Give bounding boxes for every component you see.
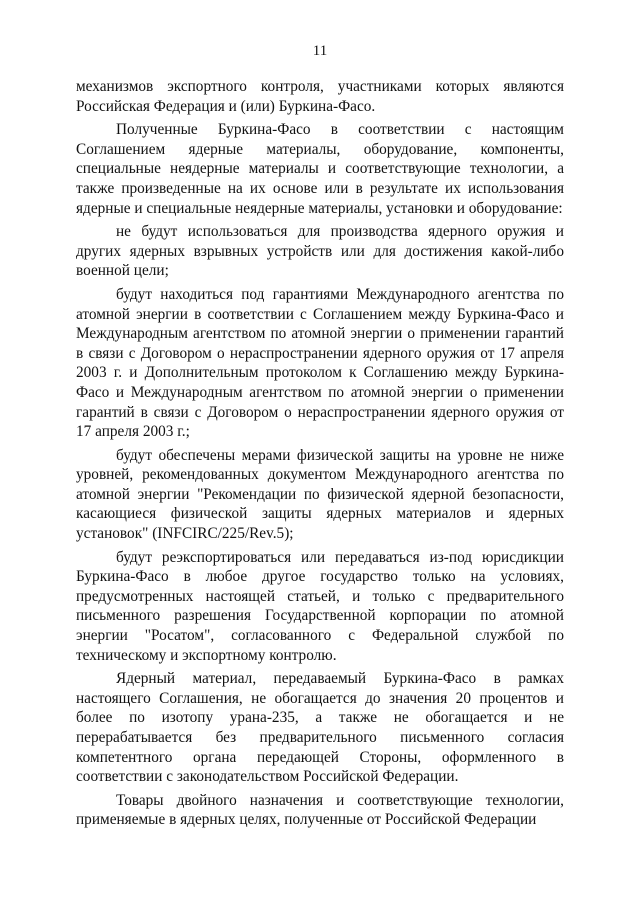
paragraph-continuation: механизмов экспортного контроля, участниками которых являются Российская Федерация и (или) Буркина-Фасо. xyxy=(76,78,564,115)
paragraph-iaea-safeguards: будут находиться под гарантиями Международного агентства по атомной энергии в соответствии с Соглашением между Буркина-Фасо и Международным агентством по атомной энергии о применении гарантий в связи с Договором о нераспространении ядерного оружия от 17 апреля 2003 г. и Дополнительным протоколом к Соглашению между Буркина-Фасо и Международным агентством по атомной энергии о применении гарантий в связи с Договором о нераспространении ядерного оружия от 17 апреля 2003 г.; xyxy=(76,285,564,441)
document-body xyxy=(76,77,564,834)
paragraph-dual-use-goods: Товары двойного назначения и соответствующие технологии, применяемые в ядерных целях, полученные от Российской Федерации xyxy=(76,791,564,829)
paragraph-physical-protection: будут обеспечены мерами физической защиты на уровне не ниже уровней, рекомендованных документом Международного агентства по атомной энергии "Рекомендации по физической ядерной безопасности, касающиеся физической защиты ядерных материалов и ядерных установок" (INFCIRC/225/Rev.5); xyxy=(76,446,564,543)
page-number: 11 xyxy=(312,43,328,59)
paragraph-enrichment-limit: Ядерный материал, передаваемый Буркина-Фасо в рамках настоящего Соглашения, не обогащается до значения 20 процентов и более по изотопу урана-235, а также не обогащается и не перерабатывается без предварительного письменного согласия компетентного органа передающей Стороны, оформленного в соответствии с законодательством Российской Федерации. xyxy=(76,670,564,786)
paragraph-reexport: будут реэкспортироваться или передаваться из-под юрисдикции Буркина-Фасо в любое другое государство только на условиях, предусмотренных настоящей статьей, и только с предварительного письменного разрешения Государственной корпорации по атомной энергии "Росатом", согласованного с Федеральной службой по техническому и экспортному контролю. xyxy=(76,548,564,664)
paragraph-received-materials: Полученные Буркина-Фасо в соответствии с настоящим Соглашением ядерные материалы, оборудование, компоненты, специальные неядерные материалы и соответствующие технологии, а также произведенные на их основе или в результате их использования ядерные и специальные неядерные материалы, установки и оборудование: xyxy=(76,121,564,217)
paragraph-no-weapons-use: не будут использоваться для производства ядерного оружия и других ядерных взрывных устройств или для достижения какой-либо военной цели; xyxy=(76,223,564,280)
